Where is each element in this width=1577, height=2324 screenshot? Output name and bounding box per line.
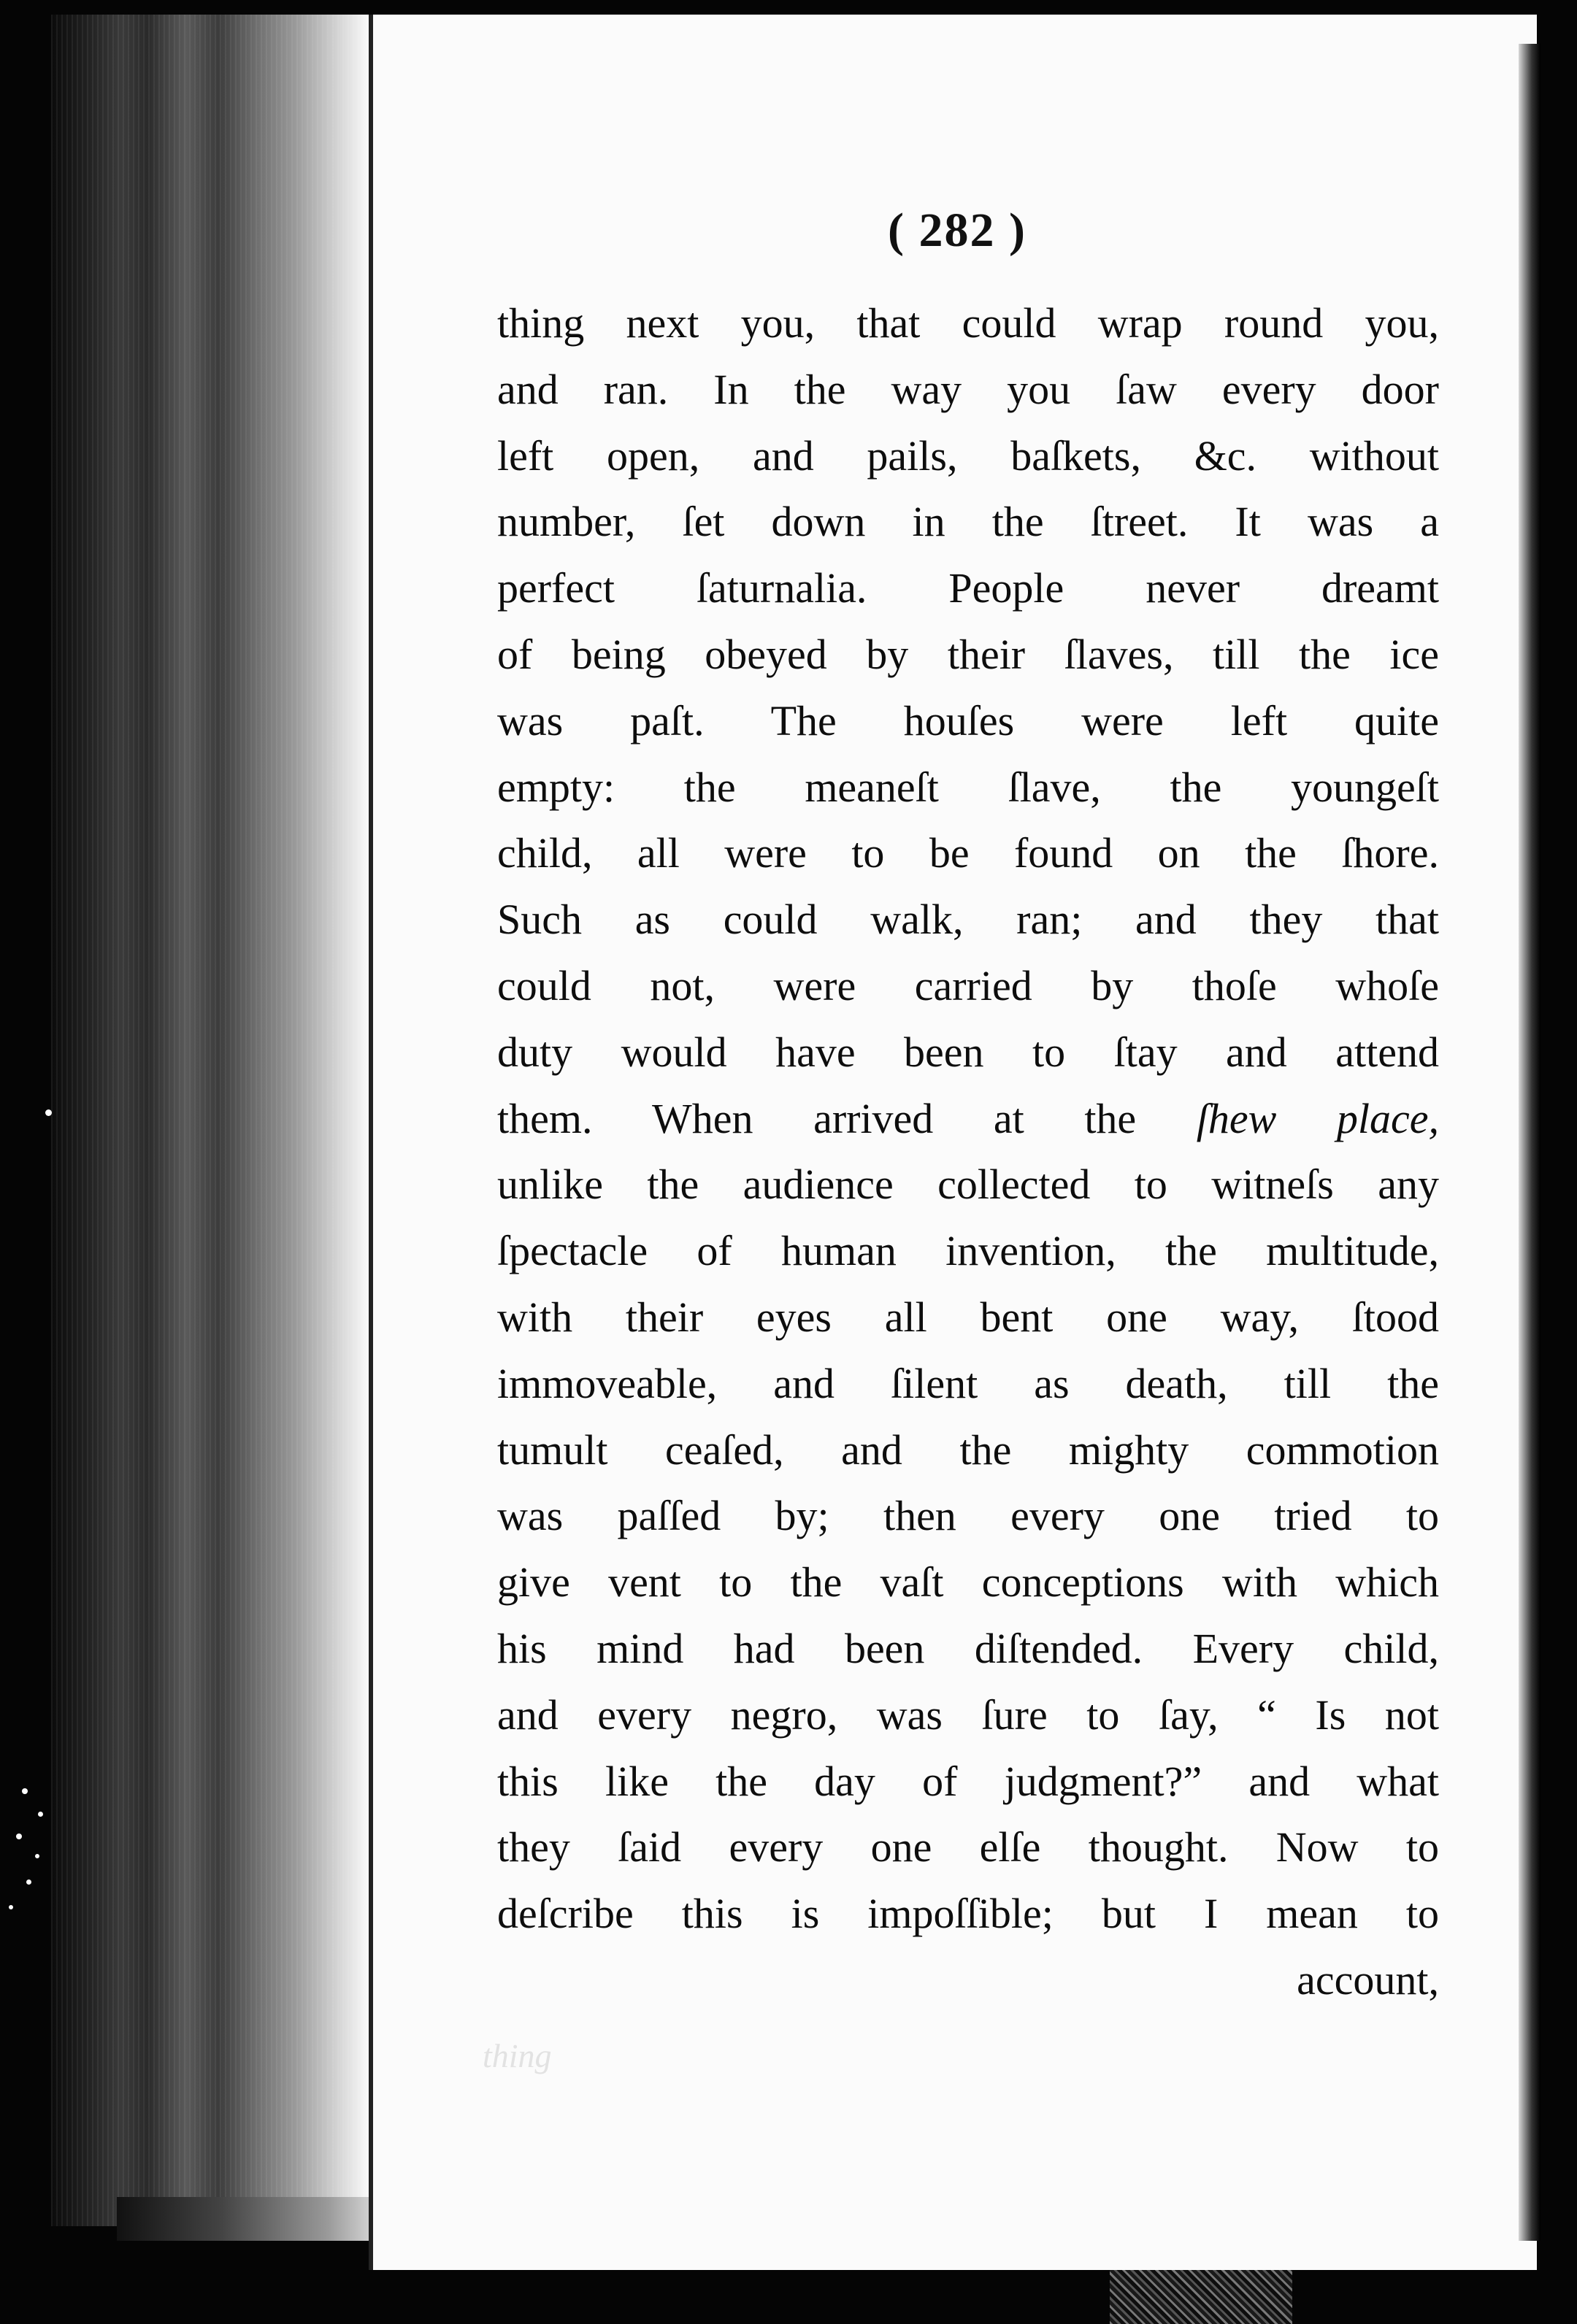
page-edge-stack (51, 15, 372, 2226)
text-line: ſpectacle of human invention, the multitude, (497, 1227, 1439, 1275)
page-edge-bottom (117, 2197, 380, 2241)
catchword: account, (1297, 1955, 1439, 2004)
text-line: unlike the audience collected to witneſs any (497, 1161, 1439, 1209)
dust-speck (38, 1812, 43, 1817)
italic-phrase: ſhew place, (1196, 1094, 1439, 1142)
text-line: child, all were to be found on the ſhore. (497, 829, 1439, 877)
text-line: left open, and pails, baſkets, &c. without (497, 431, 1439, 480)
text-line: and ran. In the way you ſaw every door (497, 365, 1439, 413)
text-line-with-italic (497, 1086, 1439, 1153)
text-line: deſcribe this is impoſſible; but I mean to (497, 1890, 1439, 1938)
dust-speck (26, 1879, 31, 1885)
text-line: thing next you, that could wrap round you, (497, 299, 1439, 347)
text-line: this like the day of judgment?” and what (497, 1757, 1439, 1805)
dust-speck (45, 1109, 52, 1116)
text-line: number, ſet down in the ſtreet. It was a (497, 498, 1439, 546)
book-page (369, 15, 1537, 2270)
text-segment: them. When arrived at the (497, 1094, 1137, 1142)
dust-speck (16, 1834, 22, 1839)
text-line: with their eyes all bent one way, ſtood (497, 1293, 1439, 1341)
text-line: tumult ceaſed, and the mighty commotion (497, 1425, 1439, 1474)
text-line: was paſt. The houſes were left quite (497, 696, 1439, 744)
text-line: could not, were carried by thoſe whoſe (497, 961, 1439, 1009)
bleed-through-text: thing (483, 2037, 552, 2074)
page-right-edge (1519, 44, 1540, 2241)
text-line: duty would have been to ſtay and attend (497, 1028, 1439, 1076)
text-line: and every negro, was ſure to ſay, “ Is not (497, 1690, 1439, 1739)
text-line: perfect ſaturnalia. People never dreamt (497, 564, 1439, 612)
text-line: was paſſed by; then every one tried to (497, 1492, 1439, 1540)
text-line: Such as could walk, ran; and they that (497, 896, 1439, 944)
text-line: give vent to the vaſt conceptions with which (497, 1558, 1439, 1607)
body-text (497, 290, 1439, 2014)
dust-speck (35, 1854, 39, 1858)
text-line: of being obeyed by their ſlaves, till the ice (497, 630, 1439, 678)
text-line: immoveable, and ſilent as death, till the (497, 1359, 1439, 1407)
dust-speck (9, 1905, 13, 1909)
dust-speck (22, 1788, 28, 1794)
scan-noise (1110, 2270, 1292, 2324)
page-number: ( 282 ) (888, 204, 1027, 257)
text-line: his mind had been diſtended. Every child, (497, 1624, 1439, 1672)
text-line: empty: the meaneſt ſlave, the youngeſt (497, 763, 1439, 811)
text-line: they ſaid every one elſe thought. Now to (497, 1823, 1439, 1871)
